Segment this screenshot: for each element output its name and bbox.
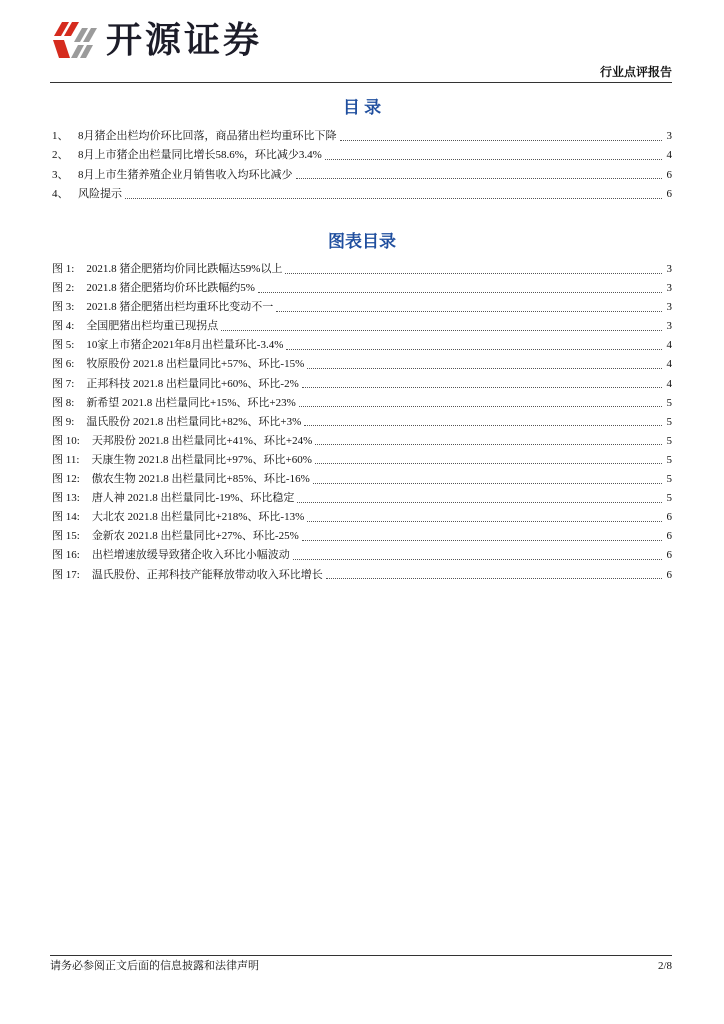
leader-dots — [304, 425, 662, 426]
leader-dots — [286, 349, 662, 350]
figure-entry-label: 图 16: — [52, 549, 80, 562]
figure-entry[interactable] — [52, 489, 672, 508]
figure-entry[interactable] — [52, 470, 672, 489]
figure-entry-page: 4 — [666, 377, 672, 390]
toc-title: 目 录 — [342, 98, 382, 117]
leader-dots — [296, 178, 663, 179]
leader-dots — [293, 559, 662, 560]
figure-entry-page: 5 — [666, 396, 672, 409]
figure-entry-label: 图 9: — [52, 415, 75, 428]
figure-entry-title: 牧原股份 2021.8 出栏量同比+57%、环比-15% — [86, 358, 305, 371]
figure-entry[interactable] — [52, 432, 672, 451]
leader-dots — [276, 311, 662, 312]
toc-entry[interactable] — [52, 127, 672, 146]
toc-entry-title: 8月上市生猪养殖企业月销售收入均环比减少 — [78, 168, 293, 181]
logo-text: 开源证券 — [106, 19, 263, 60]
figure-entry[interactable] — [52, 375, 672, 394]
figure-entry-label: 图 10: — [52, 434, 80, 447]
toc-entry-number: 2、 — [52, 149, 69, 162]
report-type-label: 行业点评报告 — [599, 65, 672, 79]
figure-entry-label: 图 4: — [52, 320, 75, 333]
leader-dots — [315, 444, 662, 445]
figure-entry-label: 图 15: — [52, 530, 80, 543]
figure-entry-title: 2021.8 猪企肥猪出栏均重环比变动不一 — [86, 301, 274, 314]
figure-entry[interactable] — [52, 279, 672, 298]
figures-title: 图表目录 — [328, 232, 396, 251]
figure-entry-page: 5 — [666, 492, 672, 505]
figure-entry[interactable] — [52, 260, 672, 279]
figure-entry-page: 6 — [666, 530, 672, 543]
toc-entry-number: 4、 — [52, 188, 69, 201]
figure-entry-title: 大北农 2021.8 出栏量同比+218%、环比-13% — [91, 511, 305, 524]
figure-entry[interactable] — [52, 298, 672, 317]
toc-entry-page: 6 — [666, 168, 672, 181]
leader-dots — [315, 463, 662, 464]
figure-entry-label: 图 8: — [52, 396, 75, 409]
figure-entry[interactable] — [52, 546, 672, 565]
figure-entry-title: 温氏股份、正邦科技产能释放带动收入环比增长 — [91, 568, 323, 581]
figure-entry-page: 6 — [666, 568, 672, 581]
leader-dots — [325, 159, 662, 160]
figure-entry-title: 唐人神 2021.8 出栏量同比-19%、环比稳定 — [91, 492, 295, 505]
figure-entry-label: 图 6: — [52, 358, 75, 371]
figure-entry-label: 图 5: — [52, 339, 75, 352]
logo-stripes-icon — [50, 20, 100, 60]
toc-entry-title: 8月上市猪企出栏量同比增长58.6%，环比减少3.4% — [78, 149, 322, 162]
figure-entry-label: 图 3: — [52, 301, 75, 314]
footer-disclaimer: 请务必参阅正文后面的信息披露和法律声明 — [50, 960, 259, 972]
figure-entry-title: 2021.8 猪企肥猪均价环比跌幅约5% — [86, 282, 255, 295]
toc-list — [52, 127, 672, 205]
toc-entry[interactable] — [52, 166, 672, 185]
figure-entry-page: 3 — [666, 320, 672, 333]
figure-entry-label: 图 7: — [52, 377, 75, 390]
leader-dots — [221, 330, 662, 331]
figure-entry-label: 图 1: — [52, 263, 75, 275]
leader-dots — [326, 578, 662, 579]
leader-dots — [302, 387, 662, 388]
figure-entry[interactable] — [52, 394, 672, 413]
figure-entry[interactable] — [52, 451, 672, 470]
figure-entry-page: 6 — [666, 511, 672, 524]
figure-entry-title: 全国肥猪出栏均重已现拐点 — [86, 320, 219, 333]
figure-entry-title: 新希望 2021.8 出栏量同比+15%、环比+23% — [86, 396, 296, 409]
figure-entry-page: 6 — [666, 549, 672, 562]
toc-entry-page: 6 — [666, 188, 672, 201]
figure-entry-label: 图 2: — [52, 282, 75, 295]
leader-dots — [258, 292, 662, 293]
toc-entry-number: 3、 — [52, 168, 69, 181]
figure-entry-page: 5 — [666, 473, 672, 486]
leader-dots — [307, 521, 662, 522]
toc-entry-number: 1、 — [52, 130, 69, 142]
figure-entry-label: 图 12: — [52, 473, 80, 486]
figure-entry-title: 10家上市猪企2021年8月出栏量环比-3.4% — [86, 339, 284, 352]
figure-entry[interactable] — [52, 336, 672, 355]
figure-entry[interactable] — [52, 527, 672, 546]
leader-dots — [313, 483, 662, 484]
leader-dots — [125, 198, 662, 199]
leader-dots — [285, 273, 662, 274]
figure-entry-title: 金新农 2021.8 出栏量同比+27%、环比-25% — [91, 530, 299, 543]
figure-entry[interactable] — [52, 413, 672, 432]
figure-entry-label: 图 11: — [52, 453, 80, 466]
figure-entry-title: 傲农生物 2021.8 出栏量同比+85%、环比-16% — [91, 473, 310, 486]
toc-entry[interactable] — [52, 146, 672, 165]
figure-entry-page: 4 — [666, 358, 672, 371]
leader-dots — [340, 140, 663, 141]
toc-entry-page: 3 — [666, 130, 672, 142]
figure-entry-label: 图 14: — [52, 511, 80, 524]
figure-entry-page: 3 — [666, 282, 672, 295]
figure-entry-title: 天邦股份 2021.8 出栏量同比+41%、环比+24% — [91, 434, 313, 447]
figure-entry-page: 5 — [666, 453, 672, 466]
figure-entry-page: 4 — [666, 339, 672, 352]
leader-dots — [297, 502, 662, 503]
toc-entry-page: 4 — [666, 149, 672, 162]
leader-dots — [302, 540, 662, 541]
figure-entry-title: 2021.8 猪企肥猪均价同比跌幅达59%以上 — [86, 263, 283, 275]
figure-entry[interactable] — [52, 355, 672, 374]
company-logo — [50, 18, 262, 62]
figure-entry-title: 温氏股份 2021.8 出栏量同比+82%、环比+3% — [86, 415, 302, 428]
toc-entry-title: 风险提示 — [78, 188, 122, 201]
figure-entry-title: 天康生物 2021.8 出栏量同比+97%、环比+60% — [91, 453, 312, 466]
figure-entry-page: 3 — [666, 301, 672, 314]
page-number: 2/8 — [657, 960, 672, 972]
figure-entry-label: 图 17: — [52, 568, 80, 581]
toc-entry[interactable] — [52, 185, 672, 204]
header-divider — [50, 82, 672, 83]
leader-dots — [307, 368, 662, 369]
figure-entry-page: 5 — [666, 434, 672, 447]
footer-divider — [50, 955, 672, 956]
figure-entry[interactable] — [52, 566, 672, 585]
figure-entry-page: 5 — [666, 415, 672, 428]
figures-list — [52, 260, 672, 585]
figure-entry[interactable] — [52, 508, 672, 527]
leader-dots — [299, 406, 662, 407]
figure-entry-title: 出栏增速放缓导致猪企收入环比小幅波动 — [91, 549, 290, 562]
toc-entry-title: 8月猪企出栏均价环比回落，商品猪出栏均重环比下降 — [78, 130, 337, 142]
figure-entry-page: 3 — [666, 263, 672, 275]
figure-entry[interactable] — [52, 317, 672, 336]
figure-entry-label: 图 13: — [52, 492, 80, 505]
figure-entry-title: 正邦科技 2021.8 出栏量同比+60%、环比-2% — [86, 377, 299, 390]
